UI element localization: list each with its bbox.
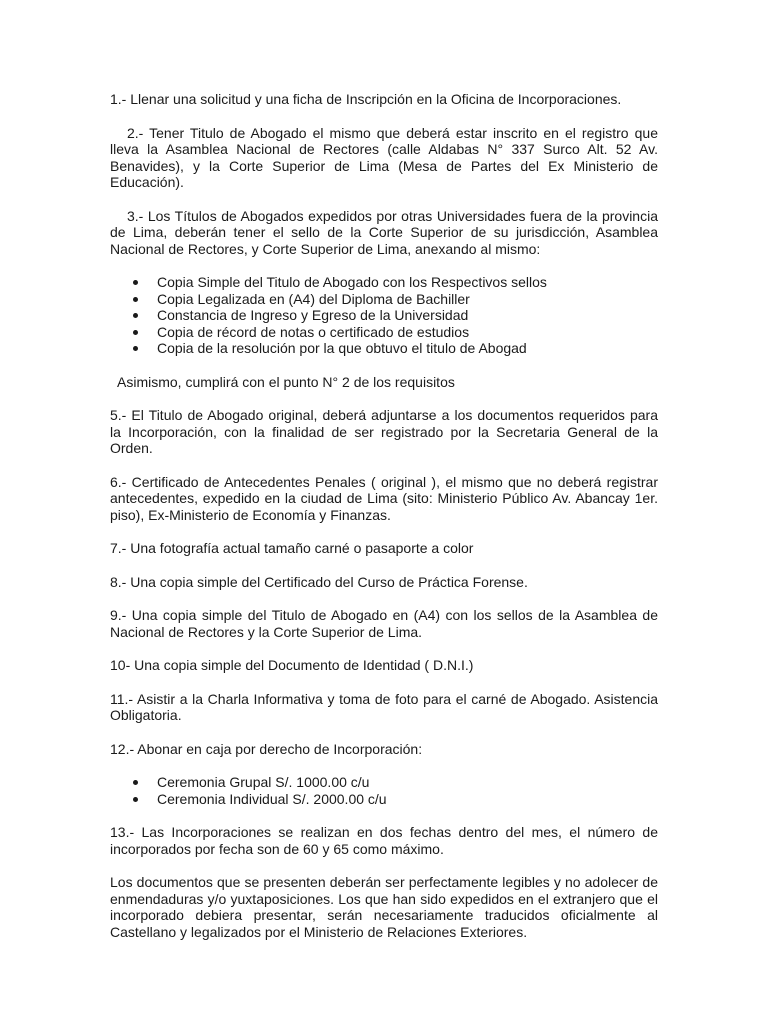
list-item-text: Ceremonia Grupal S/. 1000.00 c/u	[157, 774, 370, 790]
list-item	[110, 291, 658, 308]
document-body	[110, 91, 658, 940]
list-item	[110, 274, 658, 291]
list-item	[110, 774, 658, 791]
requirement-3: 3.- Los Títulos de Abogados expedidos por otras Universidades fuera de la provincia de Lima, deberán tener el sello de la Corte Superior de su jurisdicción, Asamblea Nacional de Rectores, y Corte Superior de Lima, anexando al mismo:	[110, 207, 658, 257]
bullet-icon	[133, 346, 138, 351]
final-note: Los documentos que se presenten deberán ser perfectamente legibles y no adolecer de enmendaduras y/o yuxtaposiciones. Los que han sido expedidos en el extranjero que el incorporado debiera presentar, serán necesariamente traducidos oficialmente al Castellano y legalizados por el Ministerio de Relaciones Exteriores.	[110, 874, 658, 940]
list-item-text: Copia Legalizada en (A4) del Diploma de Bachiller	[157, 290, 470, 307]
bullet-icon	[133, 797, 138, 802]
list-item-text: Copia Simple del Titulo de Abogado con los Respectivos sellos	[157, 274, 547, 290]
requirement-3-list	[110, 274, 658, 357]
bullet-icon	[133, 297, 138, 302]
list-item-text: Copia de la resolución por la que obtuvo el titulo de Abogad	[157, 340, 527, 356]
requirement-11: 11.- Asistir a la Charla Informativa y toma de foto para el carné de Abogado. Asistencia Obligatoria.	[110, 690, 658, 723]
requirement-2: 2.- Tener Titulo de Abogado el mismo que deberá estar inscrito en el registro que lleva la Asamblea Nacional de Rectores (calle Aldabas N° 337 Surco Alt. 52 Av. Benavides), y la Corte Superior de Lima (Mesa de Partes del Ex Ministerio de Educación).	[110, 124, 658, 190]
requirement-12: 12.- Abonar en caja por derecho de Incorporación:	[110, 740, 423, 757]
requirement-10: 10- Una copia simple del Documento de Identidad ( D.N.I.)	[110, 657, 474, 673]
bullet-icon	[133, 780, 138, 785]
list-item	[110, 307, 658, 324]
bullet-icon	[133, 330, 138, 335]
requirement-8: 8.- Una copia simple del Certificado del Curso de Práctica Forense.	[110, 573, 528, 590]
list-item	[110, 340, 658, 357]
requirement-5: 5.- El Titulo de Abogado original, deberá adjuntarse a los documentos requeridos para la Incorporación, con la finalidad de ser registrado por la Secretaria General de la Orden.	[110, 407, 658, 456]
requirement-12-list	[110, 774, 658, 807]
list-item-text: Constancia de Ingreso y Egreso de la Universidad	[157, 307, 469, 323]
bullet-icon	[133, 280, 138, 285]
list-item-text: Copia de récord de notas o certificado de estudios	[157, 323, 470, 340]
requirement-13: 13.- Las Incorporaciones se realizan en dos fechas dentro del mes, el número de incorporados por fecha son de 60 y 65 como máximo.	[110, 824, 658, 857]
requirement-1: 1.- Llenar una solicitud y una ficha de Inscripción en la Oficina de Incorporaciones.	[110, 91, 622, 107]
list-item-text: Ceremonia Individual S/. 2000.00 c/u	[157, 790, 387, 807]
requirement-9: 9.- Una copia simple del Titulo de Abogado en (A4) con los sellos de la Asamblea de Nacional de Rectores y la Corte Superior de Lima.	[110, 607, 658, 640]
bullet-icon	[133, 313, 138, 318]
list-item	[110, 324, 658, 341]
requirement-7: 7.- Una fotografía actual tamaño carné o pasaporte a color	[110, 540, 474, 556]
list-item	[110, 791, 658, 808]
asimismo-note: Asimismo, cumplirá con el punto N° 2 de los requisitos	[117, 373, 455, 390]
requirement-6: 6.- Certificado de Antecedentes Penales ( original ), el mismo que no deberá registrar antecedentes, expedido en la ciudad de Lima (sito: Ministerio Público Av. Abancay 1er. piso), Ex-Ministerio de Economía y Finanzas.	[110, 473, 658, 523]
